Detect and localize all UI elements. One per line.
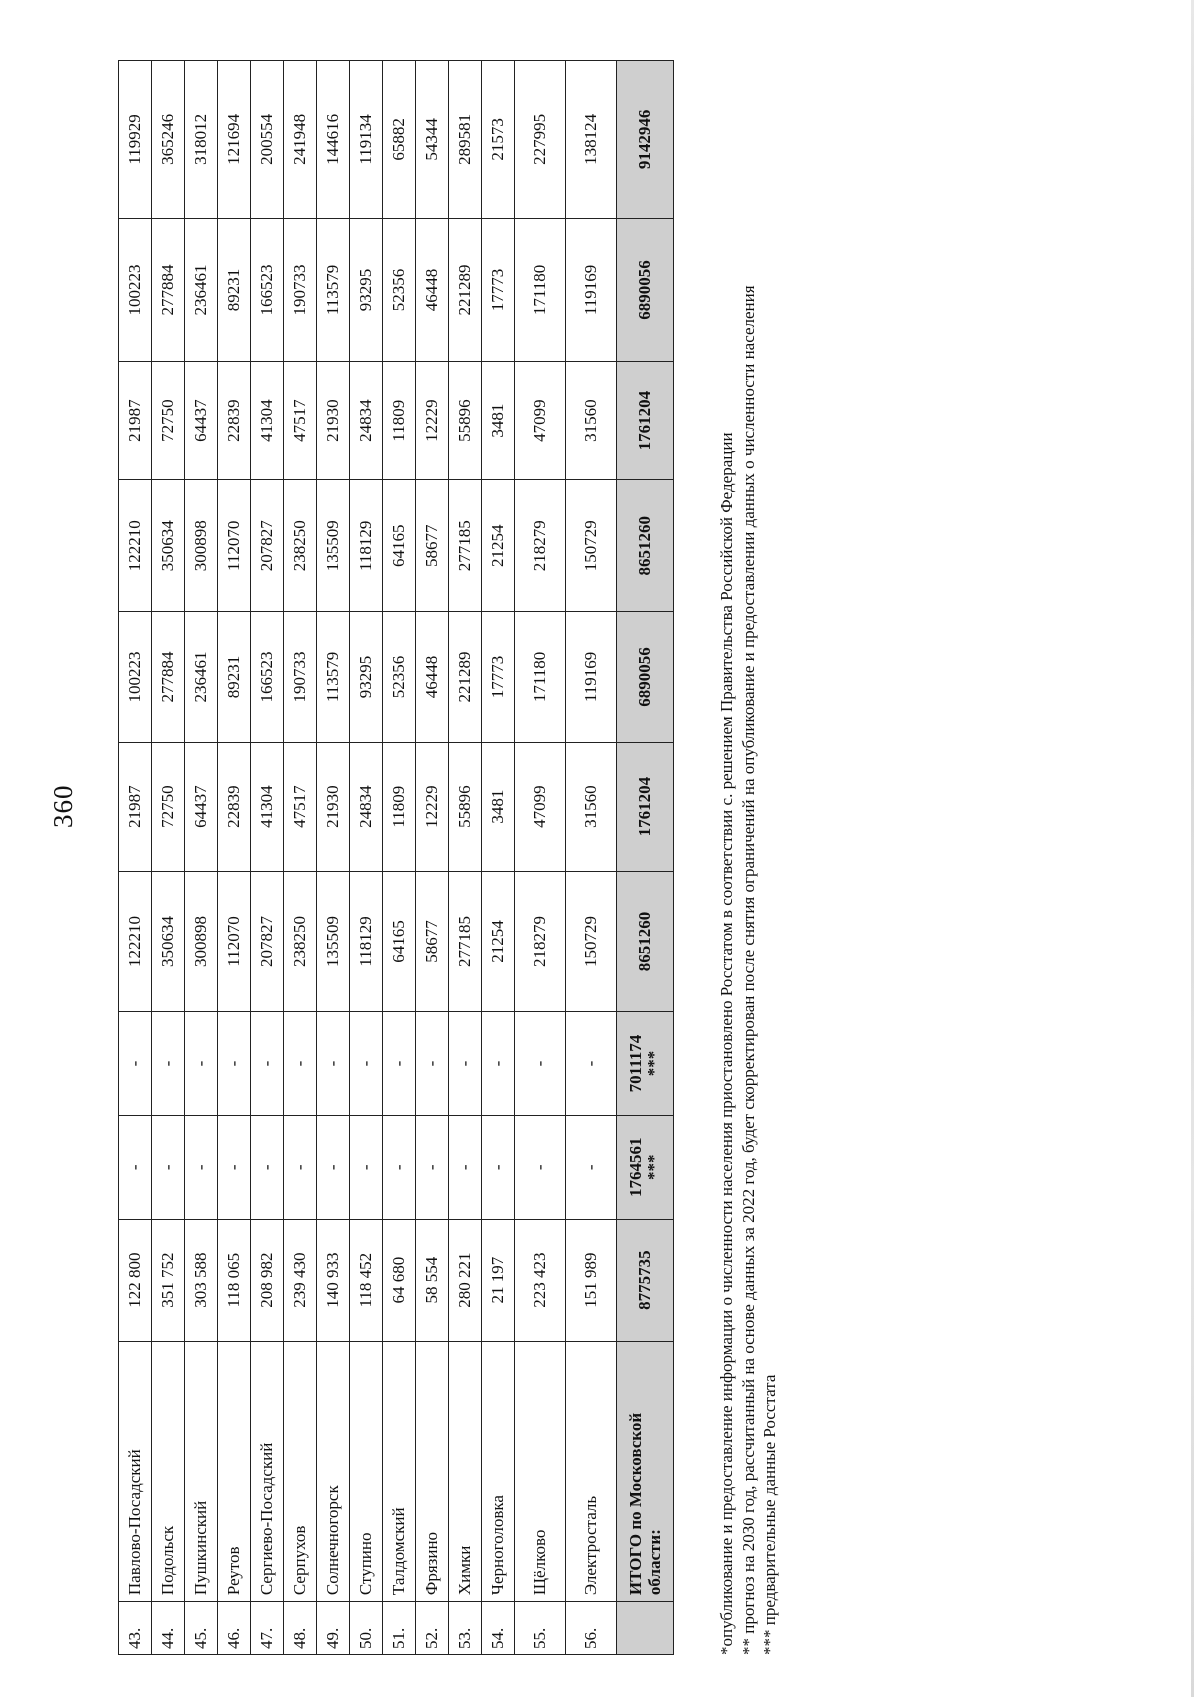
cell-c2: - xyxy=(383,1115,416,1219)
cell-c6: 17773 xyxy=(482,612,515,742)
cell-c9: 277884 xyxy=(152,218,185,361)
cell-no: 45. xyxy=(185,1602,218,1655)
cell-c10: 365246 xyxy=(152,61,185,219)
cell-c4: 58677 xyxy=(416,871,449,1011)
cell-no: 54. xyxy=(482,1602,515,1655)
cell-name: Черноголовка xyxy=(482,1341,515,1601)
cell-c1: 351 752 xyxy=(152,1219,185,1341)
total-c2-value: 1764561 xyxy=(625,1137,645,1198)
cell-c4: 238250 xyxy=(284,871,317,1011)
cell-c2: - xyxy=(152,1115,185,1219)
cell-c5: 31560 xyxy=(566,742,617,871)
cell-c1: 64 680 xyxy=(383,1219,416,1341)
cell-name: Павлово-Посадский xyxy=(119,1341,152,1601)
cell-c2: - xyxy=(566,1115,617,1219)
cell-no: 47. xyxy=(251,1602,284,1655)
cell-c5: 12229 xyxy=(416,742,449,871)
table-row xyxy=(449,61,482,1655)
cell-name: Электросталь xyxy=(566,1341,617,1601)
cell-c4: 207827 xyxy=(251,871,284,1011)
cell-c1: 118 065 xyxy=(218,1219,251,1341)
cell-c7: 350634 xyxy=(152,480,185,612)
cell-c9: 190733 xyxy=(284,218,317,361)
cell-c4: 21254 xyxy=(482,871,515,1011)
cell-c1: 280 221 xyxy=(449,1219,482,1341)
cell-c2: - xyxy=(218,1115,251,1219)
population-table xyxy=(118,60,674,1655)
cell-c7: 207827 xyxy=(251,480,284,612)
cell-c5: 21930 xyxy=(317,742,350,871)
total-c3 xyxy=(617,1012,674,1116)
table-row xyxy=(515,61,566,1655)
total-c6: 6890056 xyxy=(617,612,674,742)
cell-c10: 121694 xyxy=(218,61,251,219)
footnote-3: *** предварительные данные Росстата xyxy=(760,1374,779,1655)
cell-c6: 89231 xyxy=(218,612,251,742)
cell-name: Реутов xyxy=(218,1341,251,1601)
cell-c2: - xyxy=(284,1115,317,1219)
cell-c8: 24834 xyxy=(350,362,383,480)
cell-c6: 277884 xyxy=(152,612,185,742)
cell-c6: 236461 xyxy=(185,612,218,742)
cell-c2: - xyxy=(185,1115,218,1219)
cell-c3: - xyxy=(383,1012,416,1116)
table-row xyxy=(566,61,617,1655)
total-c2 xyxy=(617,1115,674,1219)
cell-c6: 221289 xyxy=(449,612,482,742)
cell-name: Серпухов xyxy=(284,1341,317,1601)
cell-no: 43. xyxy=(119,1602,152,1655)
cell-c3: - xyxy=(317,1012,350,1116)
cell-c7: 150729 xyxy=(566,480,617,612)
footnotes xyxy=(716,60,781,1655)
total-c9: 6890056 xyxy=(617,218,674,361)
cell-no: 46. xyxy=(218,1602,251,1655)
total-row xyxy=(617,61,674,1655)
cell-c10: 241948 xyxy=(284,61,317,219)
cell-c1: 239 430 xyxy=(284,1219,317,1341)
cell-c5: 72750 xyxy=(152,742,185,871)
cell-c2: - xyxy=(317,1115,350,1219)
cell-c9: 17773 xyxy=(482,218,515,361)
cell-c3: - xyxy=(515,1012,566,1116)
total-c2-mark: *** xyxy=(643,1154,663,1181)
cell-c5: 11809 xyxy=(383,742,416,871)
table-row xyxy=(416,61,449,1655)
cell-c3: - xyxy=(251,1012,284,1116)
rotated-page-content xyxy=(118,60,779,1655)
cell-name: Солнечногорск xyxy=(317,1341,350,1601)
cell-c10: 65882 xyxy=(383,61,416,219)
cell-c6: 119169 xyxy=(566,612,617,742)
cell-c6: 113579 xyxy=(317,612,350,742)
cell-c10: 227995 xyxy=(515,61,566,219)
cell-c6: 93295 xyxy=(350,612,383,742)
cell-name: Сергиево-Посадский xyxy=(251,1341,284,1601)
total-c3-mark: *** xyxy=(643,1050,663,1077)
cell-c3: - xyxy=(416,1012,449,1116)
cell-c9: 236461 xyxy=(185,218,218,361)
cell-c9: 89231 xyxy=(218,218,251,361)
total-label: ИТОГО по Московской области: xyxy=(617,1341,674,1601)
cell-c2: - xyxy=(251,1115,284,1219)
cell-c8: 64437 xyxy=(185,362,218,480)
table-row xyxy=(251,61,284,1655)
cell-c10: 119929 xyxy=(119,61,152,219)
table-row xyxy=(350,61,383,1655)
cell-c4: 350634 xyxy=(152,871,185,1011)
cell-c3: - xyxy=(152,1012,185,1116)
cell-c1: 58 554 xyxy=(416,1219,449,1341)
cell-c2: - xyxy=(515,1115,566,1219)
cell-c4: 118129 xyxy=(350,871,383,1011)
footnote-2: ** прогноз на 2030 год, рассчитанный на основе данных за 2022 год, будет скорректирован после снятия ограничений на опубликование и предоставлении данных о численности населения xyxy=(738,285,758,1655)
total-c3-value: 7011174 xyxy=(625,1034,645,1093)
cell-c10: 144616 xyxy=(317,61,350,219)
cell-c8: 3481 xyxy=(482,362,515,480)
table-row xyxy=(119,61,152,1655)
cell-name: Щёлково xyxy=(515,1341,566,1601)
cell-name: Талдомский xyxy=(383,1341,416,1601)
table-row xyxy=(152,61,185,1655)
cell-c4: 300898 xyxy=(185,871,218,1011)
cell-c4: 150729 xyxy=(566,871,617,1011)
cell-c3: - xyxy=(449,1012,482,1116)
cell-c10: 200554 xyxy=(251,61,284,219)
cell-no: 50. xyxy=(350,1602,383,1655)
total-c4: 8651260 xyxy=(617,871,674,1011)
cell-c3: - xyxy=(284,1012,317,1116)
cell-c7: 21254 xyxy=(482,480,515,612)
cell-c1: 21 197 xyxy=(482,1219,515,1341)
cell-name: Пушкинский xyxy=(185,1341,218,1601)
cell-c9: 171180 xyxy=(515,218,566,361)
cell-name: Фрязино xyxy=(416,1341,449,1601)
cell-c7: 64165 xyxy=(383,480,416,612)
cell-c3: - xyxy=(350,1012,383,1116)
cell-c8: 12229 xyxy=(416,362,449,480)
cell-no: 52. xyxy=(416,1602,449,1655)
cell-c7: 300898 xyxy=(185,480,218,612)
table-row xyxy=(185,61,218,1655)
cell-c5: 41304 xyxy=(251,742,284,871)
cell-c2: - xyxy=(416,1115,449,1219)
total-no-cell xyxy=(617,1602,674,1655)
cell-c2: - xyxy=(482,1115,515,1219)
total-c1: 8775735 xyxy=(617,1219,674,1341)
cell-c4: 218279 xyxy=(515,871,566,1011)
cell-c5: 22839 xyxy=(218,742,251,871)
cell-c8: 72750 xyxy=(152,362,185,480)
cell-c9: 113579 xyxy=(317,218,350,361)
cell-c2: - xyxy=(119,1115,152,1219)
cell-c6: 46448 xyxy=(416,612,449,742)
cell-c9: 119169 xyxy=(566,218,617,361)
cell-c8: 55896 xyxy=(449,362,482,480)
cell-c4: 135509 xyxy=(317,871,350,1011)
cell-c10: 21573 xyxy=(482,61,515,219)
scan-edge xyxy=(1191,0,1194,1697)
cell-c3: - xyxy=(185,1012,218,1116)
cell-c5: 3481 xyxy=(482,742,515,871)
cell-c6: 52356 xyxy=(383,612,416,742)
cell-c1: 303 588 xyxy=(185,1219,218,1341)
footnote-1: *опубликование и предоставление информации о численности населения приостановлено Росстатом в соответствии с. решением Правительства Российской Федерации xyxy=(717,432,736,1655)
table-row xyxy=(317,61,350,1655)
cell-c8: 31560 xyxy=(566,362,617,480)
total-c7: 8651260 xyxy=(617,480,674,612)
cell-c1: 140 933 xyxy=(317,1219,350,1341)
table-row xyxy=(383,61,416,1655)
cell-c5: 64437 xyxy=(185,742,218,871)
cell-c7: 112070 xyxy=(218,480,251,612)
table-body xyxy=(119,61,674,1655)
cell-c9: 93295 xyxy=(350,218,383,361)
cell-c9: 46448 xyxy=(416,218,449,361)
cell-c10: 289581 xyxy=(449,61,482,219)
cell-c3: - xyxy=(482,1012,515,1116)
cell-name: Ступино xyxy=(350,1341,383,1601)
cell-no: 56. xyxy=(566,1602,617,1655)
cell-c7: 238250 xyxy=(284,480,317,612)
cell-no: 53. xyxy=(449,1602,482,1655)
cell-no: 55. xyxy=(515,1602,566,1655)
cell-c5: 47099 xyxy=(515,742,566,871)
cell-c9: 166523 xyxy=(251,218,284,361)
cell-c3: - xyxy=(218,1012,251,1116)
cell-c1: 122 800 xyxy=(119,1219,152,1341)
cell-c10: 318012 xyxy=(185,61,218,219)
cell-c8: 47517 xyxy=(284,362,317,480)
cell-c7: 118129 xyxy=(350,480,383,612)
cell-name: Подольск xyxy=(152,1341,185,1601)
cell-c8: 21930 xyxy=(317,362,350,480)
cell-no: 49. xyxy=(317,1602,350,1655)
cell-c1: 118 452 xyxy=(350,1219,383,1341)
cell-c8: 47099 xyxy=(515,362,566,480)
total-c8: 1761204 xyxy=(617,362,674,480)
cell-c7: 218279 xyxy=(515,480,566,612)
cell-c3: - xyxy=(119,1012,152,1116)
cell-c7: 135509 xyxy=(317,480,350,612)
cell-c2: - xyxy=(449,1115,482,1219)
cell-c9: 221289 xyxy=(449,218,482,361)
cell-name: Химки xyxy=(449,1341,482,1601)
cell-c6: 166523 xyxy=(251,612,284,742)
cell-c5: 21987 xyxy=(119,742,152,871)
cell-c8: 22839 xyxy=(218,362,251,480)
cell-c7: 277185 xyxy=(449,480,482,612)
table-row xyxy=(284,61,317,1655)
page-number: 360 xyxy=(48,784,78,828)
total-c10: 9142946 xyxy=(617,61,674,219)
cell-c1: 223 423 xyxy=(515,1219,566,1341)
cell-c6: 100223 xyxy=(119,612,152,742)
cell-c2: - xyxy=(350,1115,383,1219)
cell-c10: 138124 xyxy=(566,61,617,219)
cell-c5: 47517 xyxy=(284,742,317,871)
cell-c3: - xyxy=(566,1012,617,1116)
cell-c8: 41304 xyxy=(251,362,284,480)
cell-c5: 24834 xyxy=(350,742,383,871)
cell-no: 48. xyxy=(284,1602,317,1655)
table-row xyxy=(482,61,515,1655)
cell-c4: 122210 xyxy=(119,871,152,1011)
cell-c6: 171180 xyxy=(515,612,566,742)
cell-c1: 208 982 xyxy=(251,1219,284,1341)
table-row xyxy=(218,61,251,1655)
cell-c7: 122210 xyxy=(119,480,152,612)
cell-c10: 54344 xyxy=(416,61,449,219)
total-c5: 1761204 xyxy=(617,742,674,871)
cell-c4: 64165 xyxy=(383,871,416,1011)
cell-no: 44. xyxy=(152,1602,185,1655)
cell-c4: 277185 xyxy=(449,871,482,1011)
cell-c10: 119134 xyxy=(350,61,383,219)
cell-c7: 58677 xyxy=(416,480,449,612)
cell-c9: 100223 xyxy=(119,218,152,361)
cell-c4: 112070 xyxy=(218,871,251,1011)
cell-no: 51. xyxy=(383,1602,416,1655)
cell-c1: 151 989 xyxy=(566,1219,617,1341)
cell-c9: 52356 xyxy=(383,218,416,361)
cell-c5: 55896 xyxy=(449,742,482,871)
cell-c6: 190733 xyxy=(284,612,317,742)
cell-c8: 11809 xyxy=(383,362,416,480)
cell-c8: 21987 xyxy=(119,362,152,480)
